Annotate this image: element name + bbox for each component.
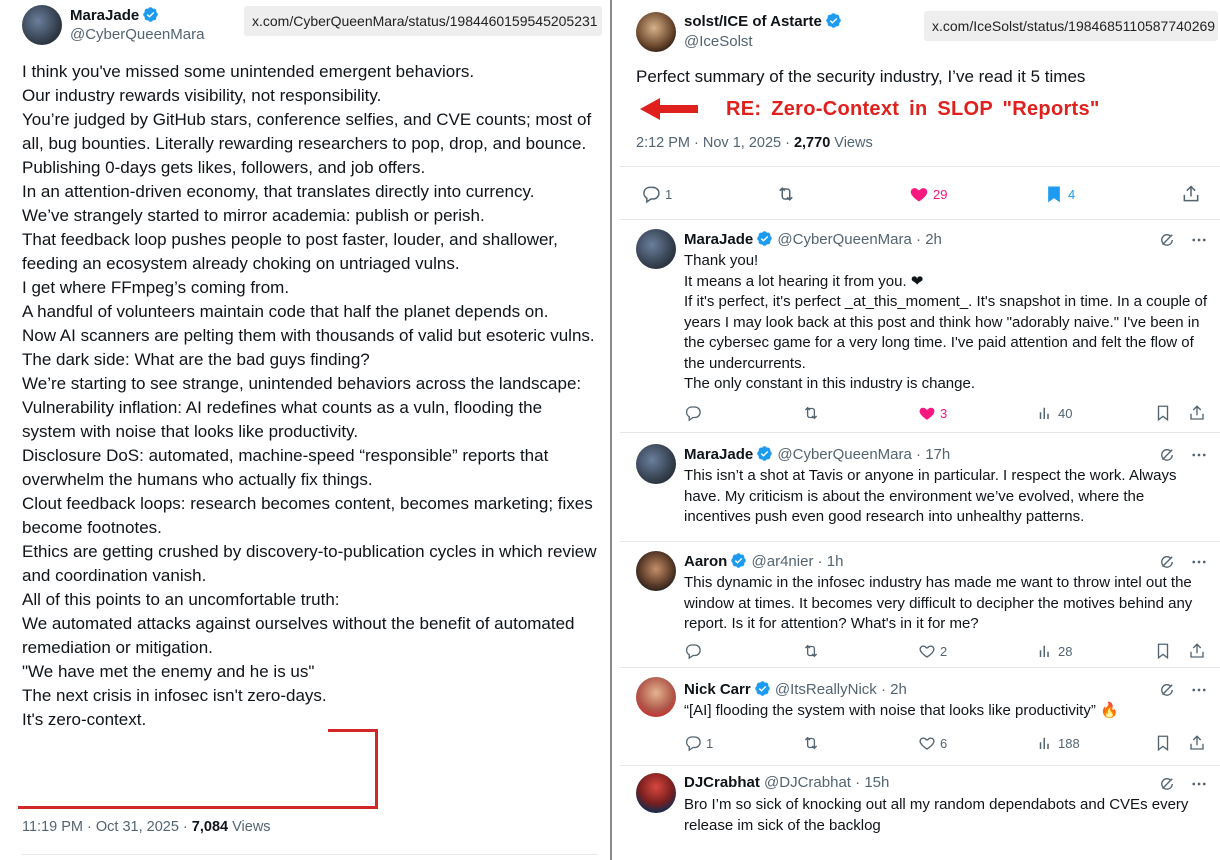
- tweet-line: In an attention-driven economy, that translates directly into currency.: [22, 182, 535, 201]
- address-bar[interactable]: x.com/IceSolst/status/1984685110587740269: [924, 11, 1218, 41]
- reply-age[interactable]: 2h: [925, 231, 942, 248]
- like-count: 2: [940, 643, 948, 659]
- reply-avatar[interactable]: [636, 677, 676, 717]
- repost-button[interactable]: [802, 640, 820, 662]
- reply-body: [684, 573, 1209, 635]
- share-button[interactable]: [1181, 180, 1201, 208]
- bookmark-icon: [1154, 404, 1172, 422]
- views-button[interactable]: [1036, 732, 1080, 754]
- like-button[interactable]: [918, 402, 947, 424]
- like-count: 29: [933, 186, 948, 202]
- verified-badge-icon: [730, 552, 747, 569]
- reply-author-name[interactable]: DJCrabhat: [684, 774, 760, 791]
- reply-line: This isn’t a shot at Tavis or anyone in particular. I respect the work. Always have. My criticism is about the environment we’ve evolved, where the incentives push even good research into unhealthy patterns.: [684, 467, 1177, 525]
- tweet-line: I think you've missed some unintended emergent behaviors.: [22, 62, 475, 81]
- reply-author-handle[interactable]: @CyberQueenMara: [777, 231, 912, 248]
- reply-author-handle[interactable]: @DJCrabhat: [764, 774, 851, 791]
- reply-avatar[interactable]: [636, 444, 676, 484]
- reply-action-bar: [684, 732, 1214, 754]
- reply-icon: [641, 184, 661, 204]
- reply-author-name[interactable]: MaraJade: [684, 231, 754, 248]
- tweet-line: A handful of volunteers maintain code that half the planet depends on.: [22, 302, 549, 321]
- tweet-line: Our industry rewards visibility, not responsibility.: [22, 86, 382, 105]
- repost-icon: [802, 734, 820, 752]
- tweet-body: [22, 60, 597, 732]
- analytics-icon: [1036, 404, 1054, 422]
- reply-line: This dynamic in the infosec industry has made me want to throw intel out the window at times. It becomes very difficult to decipher the motives behind any report. Is it for attention? What's in it for me?: [684, 574, 1193, 632]
- analytics-icon: [1036, 642, 1054, 660]
- verified-badge-icon: [142, 6, 159, 23]
- like-count: 3: [940, 405, 948, 421]
- red-arrow-icon: [640, 98, 700, 120]
- repost-icon: [802, 404, 820, 422]
- repost-button[interactable]: [802, 402, 820, 424]
- grok-icon[interactable]: [1158, 681, 1176, 699]
- bookmark-filled-icon: [1044, 184, 1064, 204]
- author-handle[interactable]: @CyberQueenMara: [70, 26, 205, 43]
- reply-author-handle[interactable]: @ar4nier: [751, 553, 814, 570]
- tweet-meta: [636, 135, 873, 151]
- author-avatar[interactable]: [22, 5, 62, 45]
- reply-tweet[interactable]: MaraJade @CyberQueenMara · 2h Thank you! It means a lot hearing it from you. ❤ If it's perfect, it's perfect _at_this_moment_. It's snapshot in time. In a couple of years I may look back at this post and think how "adorably naive." I've been in the cybersec game for a very long time. I've paid attention and felt the flow of the undercurrents. The only constant in this industry is change. 3 40: [620, 219, 1220, 431]
- tweet-timestamp[interactable]: 11:19 PM · Oct 31, 2025 ·: [22, 819, 192, 835]
- reply-avatar[interactable]: [636, 773, 676, 813]
- tweet-action-bar: [636, 180, 1211, 208]
- reply-tweet[interactable]: MaraJade @CyberQueenMara · 17h This isn’t a shot at Tavis or anyone in particular. I respect the work. Always have. My criticism is about the environment we’ve evolved, where the incentives push even good research into unhealthy patterns.: [620, 432, 1220, 540]
- bookmark-button[interactable]: [1154, 640, 1172, 662]
- heart-filled-icon: [909, 184, 929, 204]
- reply-tweet[interactable]: Nick Carr @ItsReallyNick · 2h “[AI] flooding the system with noise that looks like productivity” 🔥 1 6 188: [620, 667, 1220, 765]
- reply-body: [684, 701, 1209, 722]
- grok-icon[interactable]: [1158, 775, 1176, 793]
- reply-author-name[interactable]: MaraJade: [684, 446, 754, 463]
- verified-badge-icon: [754, 680, 771, 697]
- share-button[interactable]: [1188, 402, 1206, 424]
- reply-icon: [684, 734, 702, 752]
- verified-badge-icon: [756, 445, 773, 462]
- view-count: 2,770: [793, 135, 831, 151]
- tweet-line: The next crisis in infosec isn't zero-days.: [22, 686, 327, 705]
- view-count: 40: [1058, 405, 1073, 421]
- more-options-icon[interactable]: [1190, 446, 1208, 464]
- reply-icon: [684, 642, 702, 660]
- author-avatar[interactable]: [636, 12, 676, 52]
- grok-icon[interactable]: [1158, 446, 1176, 464]
- tweet-line: Vulnerability inflation: AI redefines what counts as a vuln, flooding the system with noise that looks like productivity.: [22, 398, 543, 441]
- tweet-line: Disclosure DoS: automated, machine-speed “responsible” reports that overwhelm the humans who actually fix things.: [22, 446, 549, 489]
- tweet-line: You’re judged by GitHub stars, conference selfies, and CVE counts; most of all, bug bounties. Literally rewarding researchers to pop, drop, and bounce.: [22, 110, 592, 153]
- grok-icon[interactable]: [1158, 553, 1176, 571]
- reply-line: Thank you!: [684, 252, 759, 269]
- share-button[interactable]: [1188, 732, 1206, 754]
- grok-icon[interactable]: [1158, 231, 1176, 249]
- annotation-text: RE: Zero-Context in SLOP "Reports": [726, 98, 1100, 120]
- repost-icon: [776, 184, 796, 204]
- reply-count: 1: [665, 186, 673, 202]
- author-name[interactable]: solst/ICE of Astarte: [684, 13, 822, 30]
- right-tweet-panel: [620, 0, 1220, 860]
- view-count: 28: [1058, 643, 1073, 659]
- views-label: Views: [228, 819, 271, 835]
- view-count: 188: [1058, 735, 1080, 751]
- author-name-row[interactable]: [684, 12, 842, 30]
- repost-button[interactable]: [802, 732, 820, 754]
- author-name-row[interactable]: [70, 6, 159, 24]
- author-handle[interactable]: @IceSolst: [684, 33, 753, 50]
- more-options-icon[interactable]: [1190, 681, 1208, 699]
- tweet-line: It's zero-context.: [22, 710, 147, 729]
- reply-age[interactable]: 17h: [925, 446, 951, 463]
- share-icon: [1181, 184, 1201, 204]
- tweet-line: That feedback loop pushes people to post faster, louder, and shallower, feeding an ecosystem already choking on untriaged vulns.: [22, 230, 558, 273]
- reply-author-handle[interactable]: @ItsReallyNick: [774, 681, 877, 698]
- bookmark-icon: [1154, 642, 1172, 660]
- reply-avatar[interactable]: [636, 551, 676, 591]
- reply-button[interactable]: [684, 402, 702, 424]
- highlight-bracket: [18, 729, 378, 809]
- reply-button[interactable]: [684, 732, 713, 754]
- reply-body: [684, 251, 1209, 395]
- reply-author-handle[interactable]: @CyberQueenMara: [777, 446, 912, 463]
- tweet-line: We automated attacks against ourselves without the benefit of automated remediation or mitigation.: [22, 614, 575, 657]
- verified-badge-icon: [756, 230, 773, 247]
- repost-icon: [802, 642, 820, 660]
- reply-line: It means a lot hearing it from you. ❤: [684, 272, 924, 290]
- view-count: 7,084: [191, 819, 229, 835]
- tweet-line: Ethics are getting crushed by discovery-to-publication cycles in which review and coordination vanish.: [22, 542, 597, 585]
- reply-avatar[interactable]: [636, 229, 676, 269]
- reply-tweet[interactable]: Aaron @ar4nier · 1h This dynamic in the infosec industry has made me want to throw intel out the window at times. It becomes very difficult to decipher the motives behind any report. Is it for attention? What's in it for me? 2 28: [620, 541, 1220, 667]
- reply-age[interactable]: 15h: [864, 774, 890, 791]
- reply-line: “[AI] flooding the system with noise that looks like productivity” 🔥: [684, 702, 1119, 719]
- tweet-line: We’re starting to see strange, unintended behaviors across the landscape:: [22, 374, 582, 393]
- bookmark-icon: [1154, 734, 1172, 752]
- bookmark-count: 4: [1068, 186, 1076, 202]
- tweet-line: Now AI scanners are pelting them with thousands of valid but esoteric vulns.: [22, 326, 595, 345]
- share-icon: [1188, 734, 1206, 752]
- share-button[interactable]: [1188, 640, 1206, 662]
- heart-icon: [918, 734, 936, 752]
- repost-button[interactable]: [776, 180, 796, 208]
- divider: [620, 166, 1220, 167]
- tweet-line: We’ve strangely started to mirror academia: publish or perish.: [22, 206, 485, 225]
- reply-tweet[interactable]: DJCrabhat @DJCrabhat · 15h Bro I’m so sick of knocking out all my random dependabots and CVEs every release im sick of the backlog: [620, 765, 1220, 860]
- reply-button[interactable]: [684, 640, 702, 662]
- reply-body: [684, 795, 1209, 836]
- reply-icon: [684, 404, 702, 422]
- tweet-line: All of this points to an uncomfortable truth:: [22, 590, 340, 609]
- like-button[interactable]: [909, 180, 947, 208]
- heart-filled-icon: [918, 404, 936, 422]
- like-button[interactable]: [918, 732, 947, 754]
- tweet-line: I get where FFmpeg’s coming from.: [22, 278, 290, 297]
- tweet-meta: [22, 819, 271, 835]
- author-name[interactable]: MaraJade: [70, 7, 140, 24]
- reply-action-bar: [684, 640, 1214, 662]
- tweet-line: Publishing 0-days gets likes, followers, and job offers.: [22, 158, 426, 177]
- like-count: 6: [940, 735, 948, 751]
- reply-age[interactable]: 1h: [826, 553, 844, 570]
- share-icon: [1188, 404, 1206, 422]
- bookmark-button[interactable]: [1154, 402, 1172, 424]
- divider: [22, 854, 597, 855]
- reply-author-name[interactable]: Nick Carr: [684, 681, 751, 698]
- heart-icon: [918, 642, 936, 660]
- tweet-line: The dark side: What are the bad guys finding?: [22, 350, 370, 369]
- tweet-line: Clout feedback loops: research becomes content, becomes marketing; fixes become footnotes.: [22, 494, 593, 537]
- views-button[interactable]: [1036, 640, 1072, 662]
- reply-button[interactable]: [641, 180, 672, 208]
- bookmark-button[interactable]: [1044, 180, 1075, 208]
- reply-age[interactable]: 2h: [890, 681, 907, 698]
- views-label: Views: [830, 135, 873, 151]
- like-button[interactable]: [918, 640, 947, 662]
- tweet-text: Perfect summary of the security industry, I’ve read it 5 times: [636, 67, 1086, 86]
- share-icon: [1188, 642, 1206, 660]
- reply-line: The only constant in this industry is change.: [684, 375, 975, 392]
- views-button[interactable]: [1036, 402, 1072, 424]
- more-options-icon[interactable]: [1190, 231, 1208, 249]
- reply-author-name[interactable]: Aaron: [684, 553, 728, 570]
- reply-line: Bro I’m so sick of knocking out all my random dependabots and CVEs every release im sick of the backlog: [684, 796, 1189, 834]
- more-options-icon[interactable]: [1190, 553, 1208, 571]
- tweet-line: "We have met the enemy and he is us": [22, 662, 315, 681]
- analytics-icon: [1036, 734, 1054, 752]
- reply-count: 1: [706, 735, 714, 751]
- address-bar[interactable]: x.com/CyberQueenMara/status/1984460159545205231: [244, 6, 602, 36]
- reply-body: [684, 466, 1209, 528]
- bookmark-button[interactable]: [1154, 732, 1172, 754]
- verified-badge-icon: [825, 12, 842, 29]
- more-options-icon[interactable]: [1190, 775, 1208, 793]
- reply-action-bar: [684, 402, 1214, 424]
- tweet-timestamp[interactable]: 2:12 PM · Nov 1, 2025 ·: [636, 135, 794, 151]
- reply-line: If it's perfect, it's perfect _at_this_moment_. It's snapshot in time. In a couple of years I may look back at this post and think how "adorably naive." I've been in the cybersec game for a very long time. I've paid attention and felt the flow of the undercurrents.: [684, 293, 1208, 372]
